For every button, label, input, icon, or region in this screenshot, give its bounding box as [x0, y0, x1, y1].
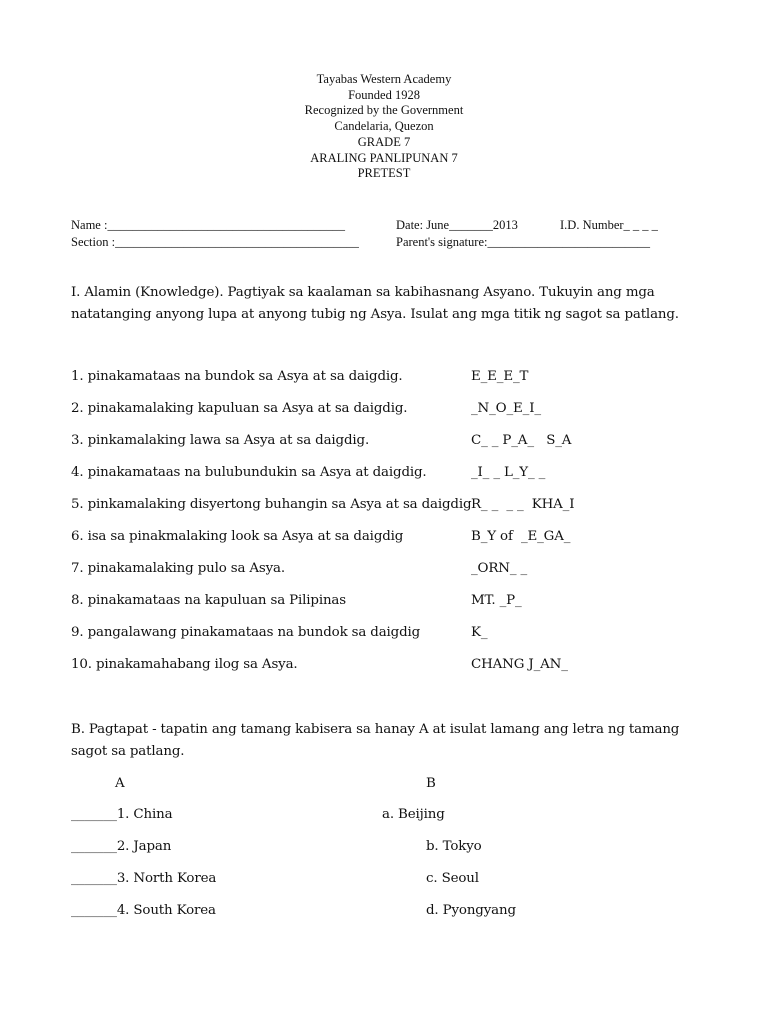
matching-item[interactable]: _______2. Japan [71, 839, 172, 854]
school-name: Tayabas Western Academy [316, 72, 452, 86]
question-text: 5. pinkamalaking disyertong buhangin sa Asya at sa daigdig [71, 497, 472, 512]
parent-signature-field[interactable]: Parent's signature:__________________________ [396, 235, 650, 249]
answer-hint[interactable]: MT. _P_ [471, 593, 522, 608]
question-text: 7. pinakamalaking pulo sa Asya. [71, 561, 285, 576]
id-number-field[interactable]: I.D. Number_ _ _ _ [560, 218, 658, 232]
question-row [71, 433, 631, 453]
question-text: 10. pinakamahabang ilog sa Asya. [71, 657, 298, 672]
answer-hint[interactable]: C_ _ P_A_ S_A [471, 433, 572, 448]
question-row [71, 561, 631, 581]
section-field[interactable]: Section :_______________________________________ [71, 235, 359, 249]
founded-year: Founded 1928 [348, 87, 420, 102]
date-field[interactable]: Date: June_______2013 [396, 218, 518, 232]
column-a-header: A [115, 776, 125, 791]
document-header [0, 72, 768, 182]
matching-choice: d. Pyongyang [426, 903, 516, 918]
question-text: 1. pinakamataas na bundok sa Asya at sa daigdig. [71, 369, 403, 384]
question-text: 8. pinakamataas na kapuluan sa Pilipinas [71, 593, 346, 608]
answer-hint[interactable]: R_ _ _ _ KHA_I [471, 497, 575, 512]
matching-choice: c. Seoul [426, 871, 479, 886]
answer-hint[interactable]: _ORN_ _ [471, 561, 528, 576]
answer-hint[interactable]: _N_O_E_I_ [471, 401, 541, 416]
question-row [71, 625, 631, 645]
grade-level: GRADE 7 [357, 134, 411, 149]
matching-row [71, 839, 551, 859]
matching-item[interactable]: _______3. North Korea [71, 871, 217, 886]
answer-hint[interactable]: CHANG J_AN_ [471, 657, 568, 672]
recognition-line: Recognized by the Government [304, 103, 464, 118]
question-text: 3. pinkamalaking lawa sa Asya at sa daigdig. [71, 433, 370, 448]
matching-item[interactable]: _______1. China [71, 807, 173, 822]
matching-choice: a. Beijing [382, 807, 445, 822]
question-text: 6. isa sa pinakmalaking look sa Asya at sa daigdig [71, 529, 404, 544]
name-field[interactable]: Name :______________________________________ [71, 218, 345, 232]
part1-instructions: I. Alamin (Knowledge). Pagtiyak sa kaalaman sa kabihasnang Asyano. Tukuyin ang mga natatanging anyong lupa at anyong tubig ng Asya. Isulat ang mga titik ng sagot sa patlang. [71, 285, 679, 322]
question-row [71, 465, 631, 485]
column-b-header: B [426, 776, 436, 791]
question-text: 4. pinakamataas na bulubundukin sa Asya at daigdig. [71, 465, 427, 480]
question-text: 9. pangalawang pinakamataas na bundok sa daigdig [71, 625, 421, 640]
question-text: 2. pinakamalaking kapuluan sa Asya at sa daigdig. [71, 401, 408, 416]
matching-item[interactable]: _______4. South Korea [71, 903, 216, 918]
matching-row [71, 871, 551, 891]
matching-row [71, 903, 551, 923]
answer-hint[interactable]: K_ [471, 625, 488, 640]
question-row [71, 369, 631, 389]
answer-hint[interactable]: _I_ _ L_Y_ _ [471, 465, 546, 480]
test-type: PRETEST [357, 166, 411, 181]
answer-hint[interactable]: B_Y of _E_GA_ [471, 529, 571, 544]
matching-row [71, 807, 551, 827]
matching-choice: b. Tokyo [426, 839, 482, 854]
answer-hint[interactable]: E_E_E_T [471, 369, 529, 384]
question-row [71, 401, 631, 421]
question-row [71, 529, 631, 549]
subject-title: ARALING PANLIPUNAN 7 [310, 150, 458, 165]
school-location: Candelaria, Quezon [334, 119, 434, 134]
question-row [71, 657, 631, 677]
question-row [71, 497, 631, 517]
question-row [71, 593, 631, 613]
part2-instructions: B. Pagtapat - tapatin ang tamang kabisera sa hanay A at isulat lamang ang letra ng tamang sagot sa patlang. [71, 722, 680, 759]
